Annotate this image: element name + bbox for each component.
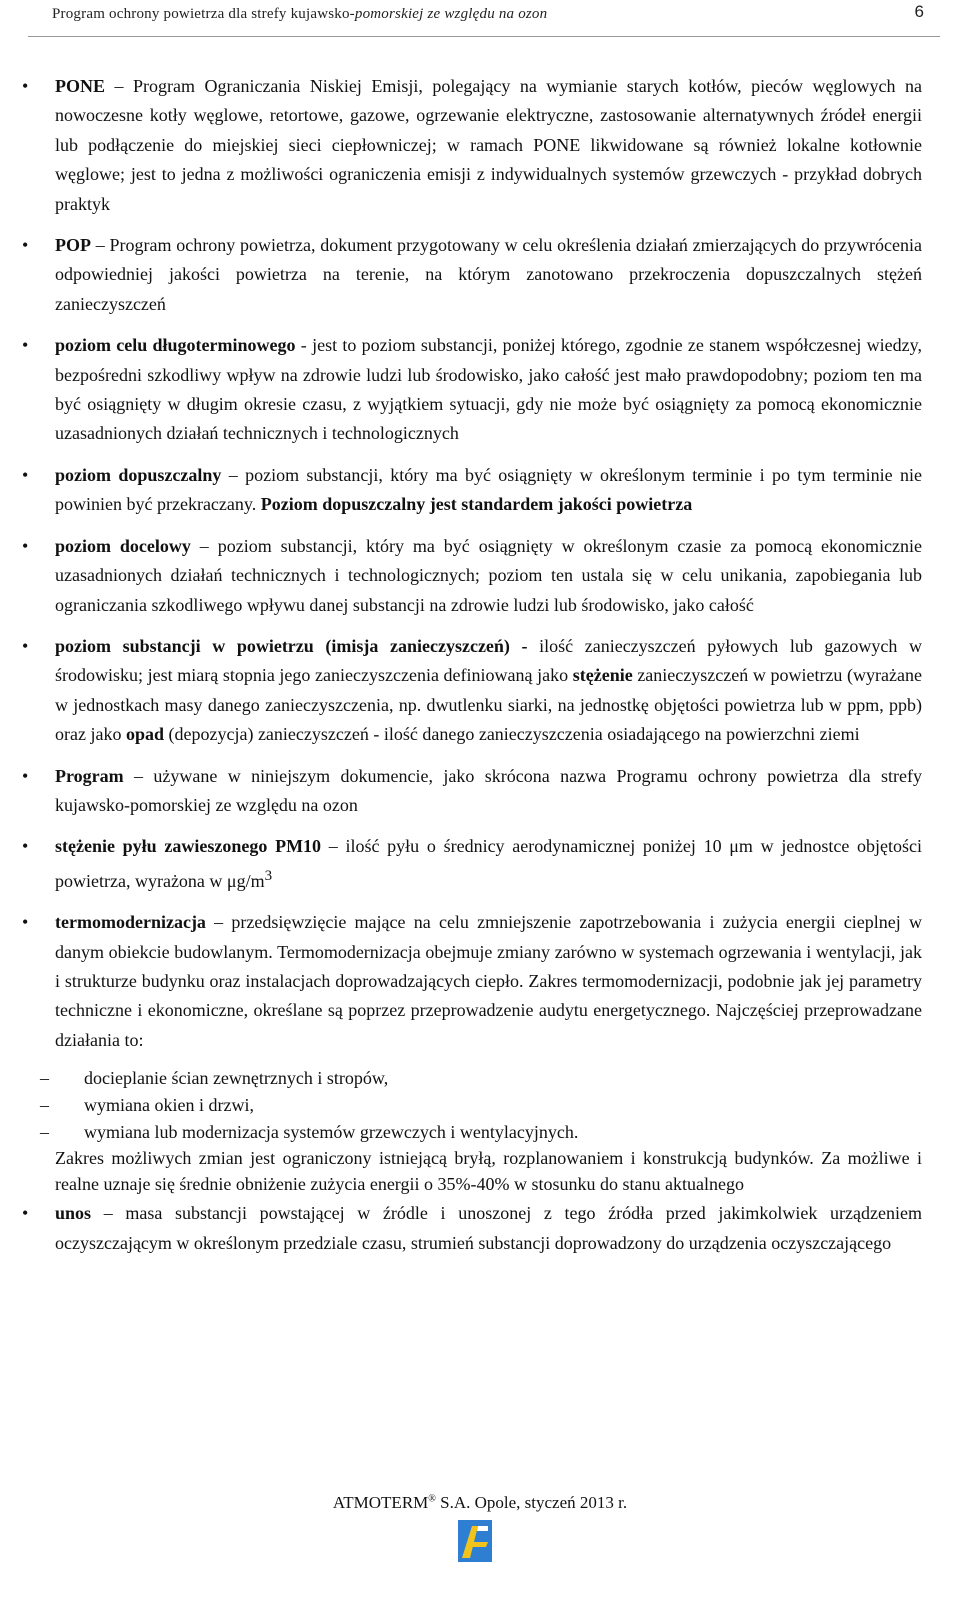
term: poziom docelowy xyxy=(55,535,191,556)
term: POP xyxy=(55,235,91,256)
list-item: – wymiana lub modernizacja systemów grzewczych i wentylacyjnych. xyxy=(40,1122,579,1143)
glossary-list xyxy=(0,72,960,1270)
glossary-item-poziom-docelowy xyxy=(0,532,960,620)
definition: zanieczyszczeń w powietrzu (wyrażane w jednostkach masy danego zanieczyszczenia, np. dwutlenku siarki, na jednostkę objętości powietrza lub w ppm, ppb) oraz jako xyxy=(55,665,922,745)
definition: ilość zanieczyszczeń pyłowych lub gazowych w środowisku; jest miarą stopnia jego zanieczyszczenia definiowaną jako xyxy=(55,635,922,686)
term: Program xyxy=(55,765,124,786)
definition: – Program ochrony powietrza, dokument przygotowany w celu określenia działań zmierzających do przywrócenia odpowiedniej jakości powietrza na terenie, na którym zanotowano przekroczenia dopuszczalnych stężeń zanieczyszczeń xyxy=(55,235,922,314)
bullet-icon: • xyxy=(22,235,29,256)
glossary-item-poziom-celu-dlugoterminowego xyxy=(0,331,960,449)
term: poziom celu długoterminowego xyxy=(55,335,296,356)
glossary-item-imisja xyxy=(0,632,960,750)
header-title: Program ochrony powietrza dla strefy kujawsko-pomorskiej ze względu na ozon xyxy=(52,6,548,22)
glossary-item-unos xyxy=(0,1199,960,1258)
bullet-icon: • xyxy=(22,76,29,96)
header-divider xyxy=(28,36,940,37)
term: stężenie pyłu zawieszonego PM10 xyxy=(55,836,322,857)
bullet-icon: • xyxy=(22,335,29,356)
definition-bold: stężenie xyxy=(572,665,633,686)
definition: – masa substancji powstającej w źródle i unoszonej z tego źródła przed jakimkolwiek urządzeniem oczyszczającym w określonym przedziale czasu, strumień substancji doprowadzony do urządzenia oczyszczającego xyxy=(55,1203,922,1253)
list-item: – wymiana okien i drzwi, xyxy=(40,1095,254,1116)
glossary-item-termomodernizacja xyxy=(0,908,960,1055)
page-number: 6 xyxy=(914,2,924,21)
page-header xyxy=(0,0,960,38)
glossary-item-pone xyxy=(0,72,960,219)
bullet-icon: • xyxy=(22,464,29,485)
termomodernizacja-actions-list xyxy=(0,1065,960,1146)
atmoterm-logo-icon xyxy=(458,1520,492,1562)
definition: – poziom substancji, który ma być osiągnięty w określonym czasie za pomocą ekonomicznie uzasadnionych działań technicznych i technologicznych; poziom ten ustala się w celu unikania, zapobiegania lub ograniczania szkodliwego wpływu danej substancji na zdrowie ludzi lub środowisko, jako całość xyxy=(55,535,922,615)
superscript: 3 xyxy=(264,867,273,884)
page-footer: ATMOTERM® S.A. Opole, styczeń 2013 r. xyxy=(332,1493,628,1512)
glossary-item-program xyxy=(0,762,960,821)
bullet-icon: • xyxy=(22,912,29,933)
definition: – przedsięwzięcie mające na celu zmniejszenie zapotrzebowania i zużycia energii cieplnej w danym obiekcie budowlanym. Termomodernizacja obejmuje zmiany zarówno w systemach ogrzewania i wentylacji, jak i strukturze budynku oraz instalacjach doprowadzających ciepło. Zakres termomodernizacji, podobnie jak jej parametry techniczne i ekonomiczne, określane są poprzez przeprowadzenie audytu energetycznego. Najczęściej przeprowadzane działania to: xyxy=(55,912,922,1050)
termomodernizacja-note: Zakres możliwych zmian jest ograniczony istniejącą bryłą, rozplanowaniem i konstrukcją budynków. Za możliwe i realne uznaje się średnie obniżenie zużycia energii o 35%-40% w stosunku do stanu aktualnego xyxy=(55,1148,922,1194)
definition: (depozycja) zanieczyszczeń - ilość danego zanieczyszczenia osiadającego na powierzchni ziemi xyxy=(164,724,860,745)
term: termomodernizacja xyxy=(55,912,206,933)
bullet-icon: • xyxy=(22,765,29,786)
definition-bold: Poziom dopuszczalny jest standardem jakości powietrza xyxy=(260,494,693,515)
bullet-icon: • xyxy=(22,635,29,656)
term: unos xyxy=(55,1203,92,1224)
bullet-icon: • xyxy=(22,1203,29,1224)
term: poziom dopuszczalny xyxy=(55,464,222,485)
definition: – ilość pyłu o średnicy aerodynamicznej poniżej 10 μm w jednostce objętości powietrza, wyrażona w μg/m xyxy=(55,836,922,891)
bullet-icon: • xyxy=(22,535,29,556)
term: poziom substancji w powietrzu (imisja zanieczyszczeń) - xyxy=(55,635,528,656)
bullet-icon: • xyxy=(22,836,29,857)
definition: – Program Ograniczania Niskiej Emisji, polegający na wymianie starych kotłów, pieców węglowych na nowoczesne kotły węglowe, retortowe, gazowe, ogrzewanie elektryczne, zastosowanie alternatywnych źródeł energii lub podłączenie do miejskiej sieci ciepłowniczej; w ramach PONE likwidowane są również lokalne kotłownie węglowe; jest to jedna z możliwości ograniczenia emisji z indywidualnych systemów grzewczych - przykład dobrych praktyk xyxy=(55,76,922,214)
definition-bold: opad xyxy=(125,724,164,745)
list-item: – docieplanie ścian zewnętrznych i stropów, xyxy=(40,1068,389,1089)
glossary-item-pm10 xyxy=(0,832,960,896)
glossary-item-poziom-dopuszczalny xyxy=(0,461,960,520)
term: PONE xyxy=(55,76,106,96)
definition: – poziom substancji, który ma być osiągnięty w określonym terminie i po tym terminie nie powinien być przekraczany. xyxy=(55,464,922,515)
glossary-item-pop xyxy=(0,231,960,319)
definition: - jest to poziom substancji, poniżej którego, zgodnie ze stanem współczesnej wiedzy, bezpośredni szkodliwy wpływ na zdrowie ludzi lub środowisko, jako całość jest mało prawdopodobny; poziom ten ma być osiągnięty w długim okresie czasu, z wyjątkiem sytuacji, gdy nie może być osiągnięty za pomocą ekonomicznie uzasadnionych działań technicznych i technologicznych xyxy=(55,335,922,444)
definition: – używane w niniejszym dokumencie, jako skrócona nazwa Programu ochrony powietrza dla strefy kujawsko-pomorskiej ze względu na ozon xyxy=(55,765,922,815)
